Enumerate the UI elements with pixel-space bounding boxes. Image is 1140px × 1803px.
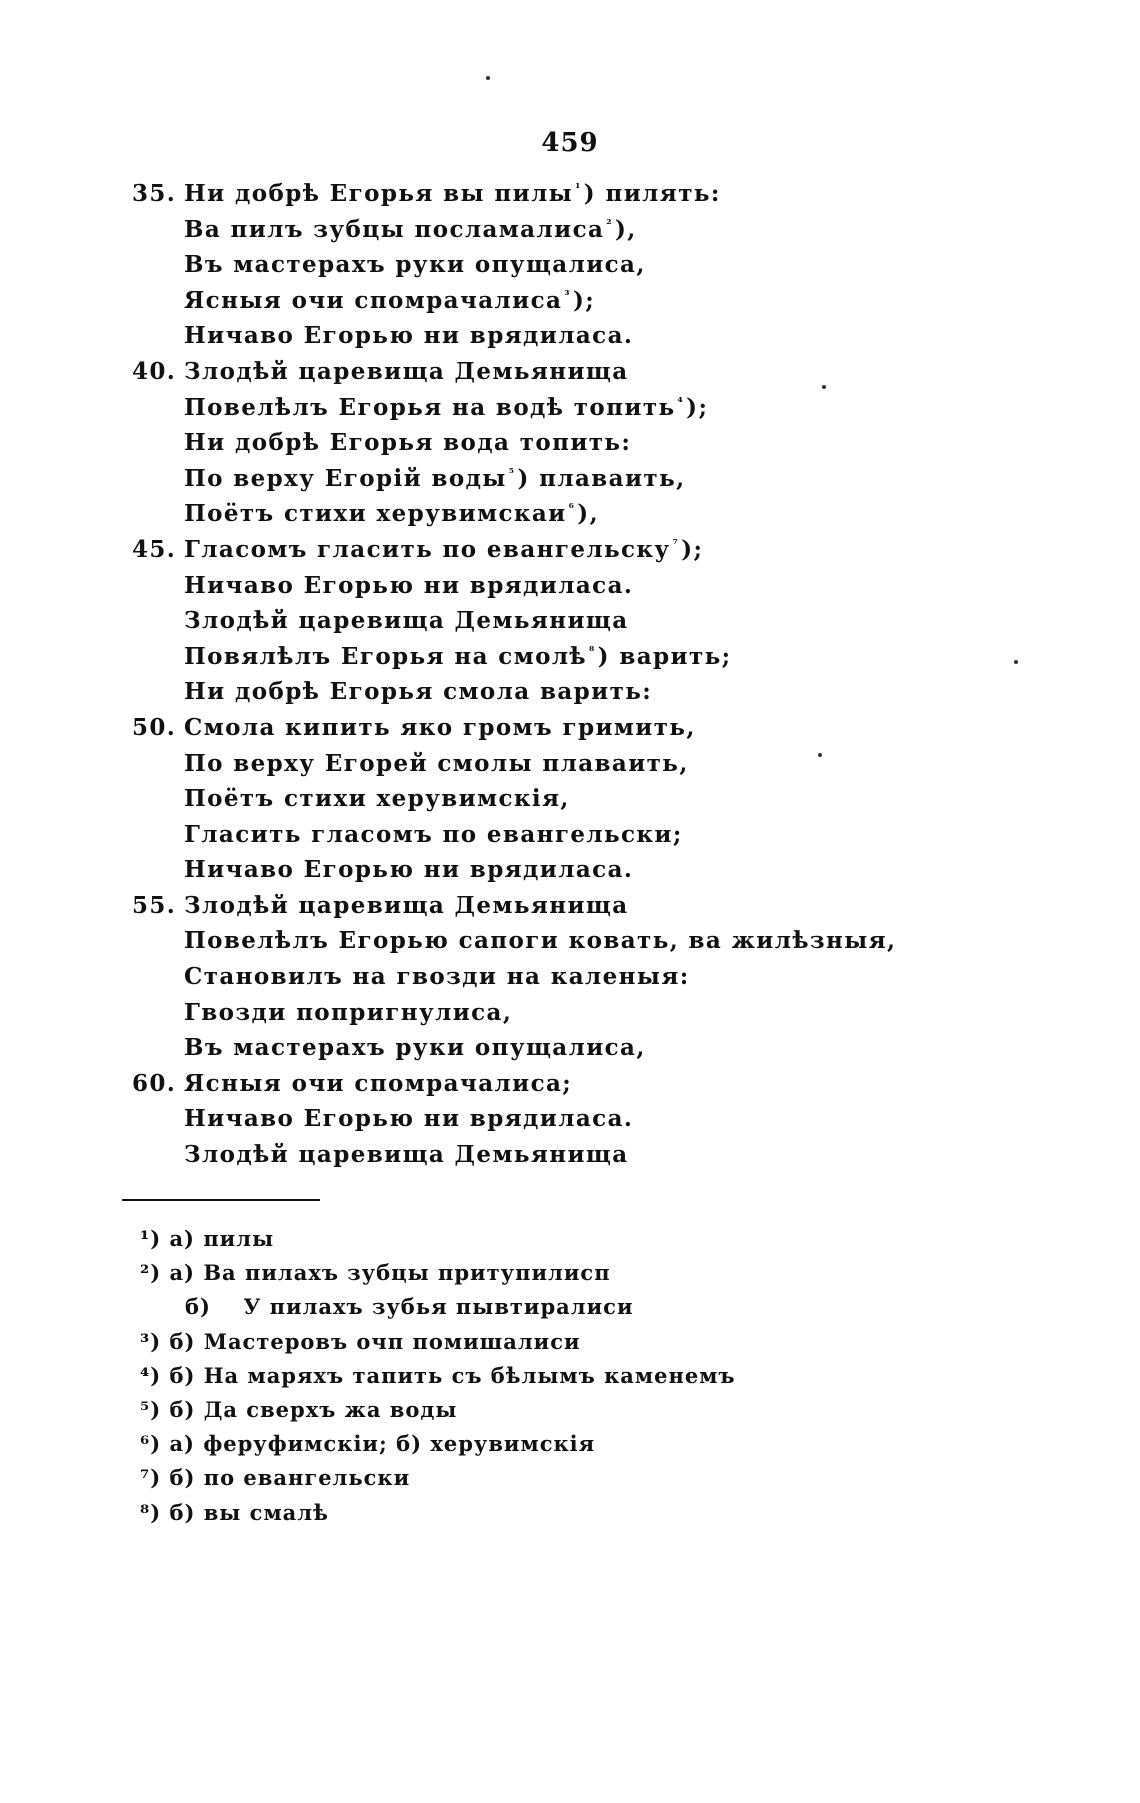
verse-line bbox=[132, 817, 1032, 853]
verse-text: Ничаво Егорью ни врядиласа. bbox=[184, 1105, 634, 1133]
verse-line bbox=[132, 496, 1032, 532]
verse-line bbox=[132, 212, 1032, 248]
verse-text-tail: ), bbox=[577, 500, 599, 528]
footnote-mark: ⁸) б) bbox=[140, 1499, 196, 1525]
verse-text: По верху Егорей смолы плаваить, bbox=[184, 749, 689, 777]
verse-text: Гласить гласомъ по евангельски; bbox=[184, 820, 683, 848]
verse-text: Въ мастерахъ руки опущалиса, bbox=[184, 1034, 646, 1062]
verse-text: Смола кипить яко громъ гримить, bbox=[184, 713, 696, 741]
verse-text: Ясныя очи спомрачалиса bbox=[184, 286, 563, 314]
verse-text: Гвозди попригнулиса, bbox=[184, 998, 513, 1026]
verse-text: Повелѣлъ Егорья на водѣ топить bbox=[184, 393, 676, 421]
verse-text: Ва пилъ зубцы посламалиса bbox=[184, 215, 605, 243]
verse-text: Злодѣй царевища Демьянища bbox=[184, 357, 629, 385]
footnote-ref: ⁷ bbox=[672, 536, 680, 551]
footnote-mark: ³) б) bbox=[140, 1328, 196, 1354]
verse-text: Злодѣй царевища Демьянища bbox=[184, 891, 629, 919]
footnote-text: по евангельски bbox=[203, 1465, 411, 1491]
verse-line bbox=[132, 461, 1032, 497]
verse-line bbox=[132, 283, 1032, 319]
verse-text-tail: ) плаваить, bbox=[517, 464, 686, 492]
verse-text: Злодѣй царевища Демьянища bbox=[184, 1141, 629, 1169]
verse-number: 45. bbox=[132, 535, 177, 563]
page-number: 459 bbox=[541, 128, 599, 158]
footnote-mark: ⁴) б) bbox=[140, 1362, 196, 1388]
verse-line bbox=[132, 247, 1032, 283]
verse-line bbox=[132, 318, 1032, 354]
verse-line bbox=[132, 425, 1032, 461]
verse-line bbox=[132, 639, 1032, 675]
footnote-text: На маряхъ тапить съ бѣлымъ каменемъ bbox=[203, 1362, 736, 1388]
verse-line bbox=[132, 852, 1032, 888]
footnote-text: пилы bbox=[203, 1226, 275, 1251]
verse-text: Повелѣлъ Егорью сапоги ковать, ва жилѣзныя, bbox=[184, 927, 897, 955]
verse-line bbox=[132, 888, 1032, 924]
verse-line bbox=[132, 781, 1032, 817]
footnote-mark: ²) а) bbox=[140, 1260, 195, 1286]
footnote-text: вы смалѣ bbox=[203, 1499, 329, 1525]
verse-number: 55. bbox=[132, 891, 177, 919]
verse-line bbox=[132, 959, 1032, 995]
verse-line bbox=[132, 710, 1032, 746]
verse-line bbox=[132, 1101, 1032, 1137]
verse-text: Ничаво Егорью ни врядиласа. bbox=[184, 322, 634, 350]
footnote-ref: ⁶ bbox=[568, 501, 576, 516]
scan-speck bbox=[818, 753, 822, 757]
verse-number: 40. bbox=[132, 357, 177, 385]
verse-text: Ничаво Егорью ни врядиласа. bbox=[184, 571, 634, 599]
footnote bbox=[140, 1427, 1000, 1461]
footnote bbox=[140, 1222, 1000, 1256]
verse-text: Повялѣлъ Егорья на смолѣ bbox=[184, 642, 588, 670]
verse-text: Становилъ на гвозди на каленыя: bbox=[184, 963, 690, 991]
verse-line bbox=[132, 1137, 1032, 1173]
footnote-ref: ⁸ bbox=[589, 643, 596, 658]
footnote bbox=[140, 1359, 1000, 1393]
verse-line bbox=[132, 923, 1032, 959]
verse-text: Поётъ стихи херувимскія, bbox=[184, 785, 570, 813]
scan-speck bbox=[822, 385, 826, 389]
verse-line bbox=[132, 603, 1032, 639]
footnote bbox=[140, 1393, 1000, 1427]
verse-text: Ни добрѣ Егорья смола варить: bbox=[184, 678, 653, 706]
verse-text-tail: ) пилять: bbox=[583, 180, 721, 207]
verse-text: По верху Егорій воды bbox=[184, 464, 507, 492]
verse-line bbox=[132, 532, 1032, 568]
verse-line bbox=[132, 1066, 1032, 1102]
footnote-text: Да сверхъ жа воды bbox=[203, 1396, 458, 1422]
verse-line bbox=[132, 568, 1032, 604]
footnote-ref: ¹ bbox=[575, 181, 582, 195]
scan-speck bbox=[486, 76, 490, 80]
footnote-ref: ⁴ bbox=[677, 394, 685, 409]
footnotes-block bbox=[140, 1222, 1000, 1530]
footnote-text: Мастеровъ очп помишалиси bbox=[203, 1328, 581, 1354]
verse-text-tail: ); bbox=[681, 535, 704, 563]
verse-text-tail: ); bbox=[686, 393, 709, 421]
verse-number: 35. bbox=[132, 180, 177, 207]
footnote bbox=[140, 1461, 1000, 1495]
verse-text: Въ мастерахъ руки опущалиса, bbox=[184, 251, 646, 279]
footnote bbox=[140, 1496, 1000, 1530]
verse-line bbox=[132, 176, 1032, 212]
footnote-mark: б) bbox=[185, 1294, 211, 1320]
footnote-ref: ⁵ bbox=[508, 465, 516, 480]
footnote-mark: ⁵) б) bbox=[140, 1396, 196, 1422]
verse-text-tail: ) варить; bbox=[597, 642, 732, 670]
verse-number: 60. bbox=[132, 1069, 177, 1097]
verse-text: Гласомъ гласить по евангельску bbox=[184, 535, 671, 563]
verse-line bbox=[132, 1030, 1032, 1066]
verse-number: 50. bbox=[132, 713, 177, 741]
verse-text-tail: ); bbox=[572, 286, 596, 314]
footnote bbox=[140, 1256, 1000, 1290]
footnote bbox=[140, 1325, 1000, 1359]
verse-line bbox=[132, 390, 1032, 426]
footnote bbox=[140, 1290, 1000, 1324]
verse-text-tail: ), bbox=[614, 215, 637, 243]
footnote-mark: ⁶) а) bbox=[140, 1431, 195, 1457]
verse-line bbox=[132, 746, 1032, 782]
verse-text: Поётъ стихи херувимскаи bbox=[184, 500, 567, 528]
verse-line bbox=[132, 674, 1032, 710]
footnote-ref: ³ bbox=[564, 287, 571, 302]
footnote-mark: ¹) а) bbox=[140, 1226, 195, 1251]
verse-text: Злодѣй царевища Демьянища bbox=[184, 607, 629, 635]
verse-block bbox=[132, 176, 1032, 1173]
footnote-mark: ⁷) б) bbox=[140, 1465, 196, 1491]
verse-text: Ничаво Егорью ни врядиласа. bbox=[184, 856, 634, 884]
footnote-ref: ² bbox=[606, 216, 613, 231]
verse-line bbox=[132, 995, 1032, 1031]
footnote-text: феруфимскіи; б) херувимскія bbox=[203, 1431, 596, 1457]
verse-text: Ни добрѣ Егорья вы пилы bbox=[184, 180, 574, 207]
footnote-text: Ва пилахъ зубцы притупилисп bbox=[203, 1260, 611, 1286]
footnote-text: У пилахъ зубья пывтиралиси bbox=[243, 1294, 634, 1320]
verse-text: Ни добрѣ Егорья вода топить: bbox=[184, 429, 632, 457]
scan-speck bbox=[1014, 660, 1018, 664]
verse-text: Ясныя очи спомрачалиса; bbox=[184, 1069, 573, 1097]
footnote-separator bbox=[122, 1199, 320, 1201]
verse-line bbox=[132, 354, 1032, 390]
